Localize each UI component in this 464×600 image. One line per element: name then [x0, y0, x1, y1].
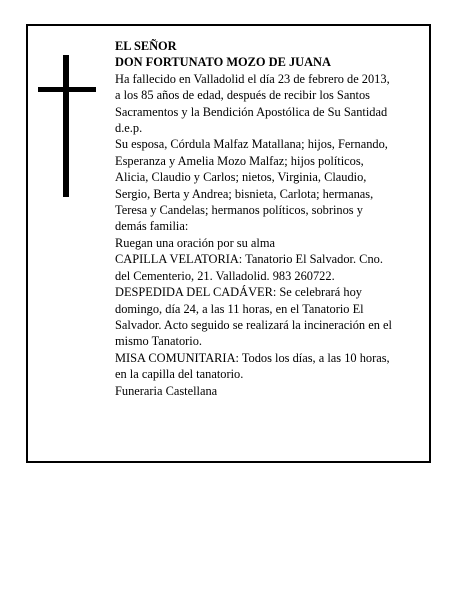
notice-line: Teresa y Candelas; hermanos políticos, sobrinos y	[115, 203, 363, 218]
notice-line: d.e.p.	[115, 121, 143, 136]
notice-line: Sacramentos y la Bendición Apostólica de Su Santidad	[115, 104, 388, 119]
notice-line: Esperanza y Amelia Mozo Malfaz; hijos políticos,	[115, 153, 364, 168]
notice-line: Funeraria Castellana	[115, 383, 218, 398]
notice-line: Su esposa, Córdula Malfaz Matallana; hijos, Fernando,	[115, 137, 388, 152]
notice-line: a los 85 años de edad, después de recibir los Santos	[115, 88, 370, 103]
notice-line: Ruegan una oración por su alma	[115, 235, 275, 250]
notice-line: Ha fallecido en Valladolid el día 23 de febrero de 2013,	[115, 71, 390, 86]
notice-line: en la capilla del tanatorio.	[115, 367, 244, 382]
notice-line: CAPILLA VELATORIA: Tanatorio El Salvador. Cno.	[115, 252, 383, 267]
notice-line: demás familia:	[115, 219, 189, 234]
notice-line: domingo, día 24, a las 11 horas, en el Tanatorio El	[115, 301, 364, 316]
notice-heading: EL SEÑOR	[115, 39, 177, 53]
notice-line: del Cementerio, 21. Valladolid. 983 260722.	[115, 268, 335, 283]
notice-line: DESPEDIDA DEL CADÁVER: Se celebrará hoy	[115, 285, 362, 300]
deceased-name: DON FORTUNATO MOZO DE JUANA	[115, 55, 331, 70]
cross-icon	[38, 55, 96, 197]
cross-horizontal-bar	[38, 87, 96, 92]
notice-text	[115, 38, 427, 399]
notice-line: mismo Tanatorio.	[115, 334, 203, 349]
notice-line: MISA COMUNITARIA: Todos los días, a las 10 horas,	[115, 350, 390, 365]
notice-line: Salvador. Acto seguido se realizará la incineración en el	[115, 317, 392, 332]
cross-vertical-bar	[63, 55, 69, 197]
notice-line: Alicia, Claudio y Carlos; nietos, Virginia, Claudio,	[115, 170, 367, 185]
notice-line: Sergio, Berta y Andrea; bisnieta, Carlota; hermanas,	[115, 186, 374, 201]
